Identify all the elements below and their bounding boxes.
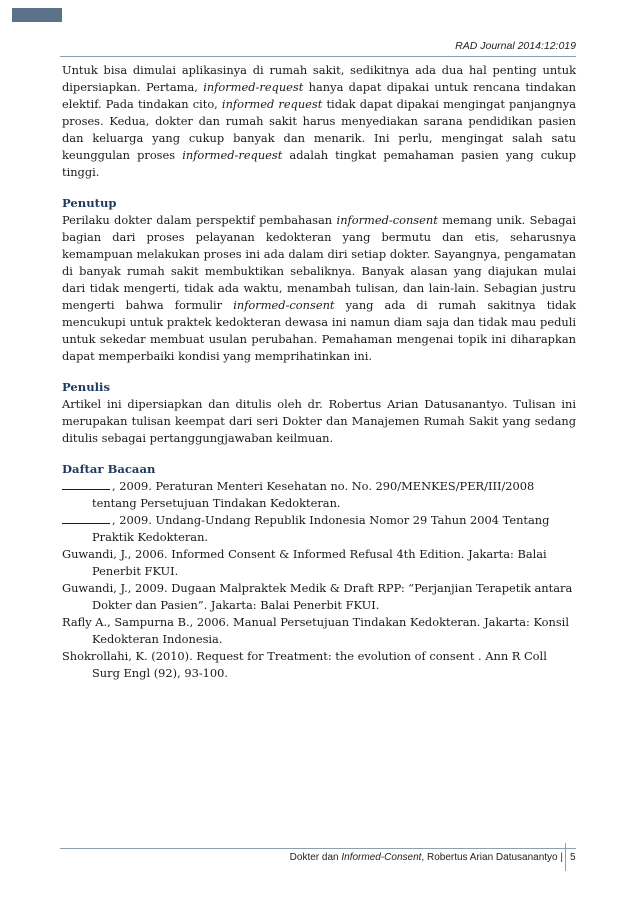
corner-decoration bbox=[12, 8, 62, 22]
section-penulis bbox=[62, 379, 576, 447]
reference-item: Guwandi, J., 2009. Dugaan Malpraktek Medik & Draft RPP: “Perjanjian Terapetik antara Dokter dan Pasien”. Jakarta: Balai Penerbit FKUI. bbox=[62, 581, 573, 612]
reference-list bbox=[62, 478, 576, 682]
reference-item: Guwandi, J., 2006. Informed Consent & Informed Refusal 4th Edition. Jakarta: Balai Penerbit FKUI. bbox=[62, 547, 547, 578]
section-penutup bbox=[62, 195, 576, 365]
reference-item: Shokrollahi, K. (2010). Request for Treatment: the evolution of consent . Ann R Coll Surg Engl (92), 93-100. bbox=[62, 649, 547, 680]
running-head: RAD Journal 2014:12:019 bbox=[455, 40, 576, 52]
author-blank-line bbox=[62, 489, 110, 490]
reference-item: Rafly A., Sampurna B., 2006. Manual Persetujuan Tindakan Kedokteran. Jakarta: Konsil Kedokteran Indonesia. bbox=[62, 615, 569, 646]
section-heading: Penutup bbox=[62, 196, 117, 210]
reference-text: , 2009. Undang-Undang Republik Indonesia Nomor 29 Tahun 2004 Tentang Praktik Kedokteran. bbox=[92, 513, 550, 544]
page-number-divider bbox=[565, 843, 566, 871]
page-number: 5 bbox=[570, 852, 576, 863]
reference-item bbox=[62, 478, 576, 512]
author-blank-line bbox=[62, 523, 110, 524]
reference-text: , 2009. Peraturan Menteri Kesehatan no. No. 290/MENKES/PER/III/2008 tentang Persetujuan Tindakan Kedokteran. bbox=[92, 479, 535, 510]
section-heading: Daftar Bacaan bbox=[62, 462, 156, 476]
penutup-paragraph: Perilaku dokter dalam perspektif pembahasan informed-consent memang unik. Sebagai bagian dari proses pelayanan kedokteran yang bermutu dan etis, seharusnya kemampuan melakukan proses ini ada dalam diri setiap dokter. Sayangnya, pengamatan di banyak rumah sakit membuktikan sebaliknya. Banyak alasan yang diajukan mulai dari tidak mengerti, tidak ada waktu, menambah tulisan, dan lain-lain. Sebagian justru mengerti bahwa formulir informed-consent yang ada di rumah sakitnya tidak mencukupi untuk praktek kedokteran dewasa ini namun diam saja dan tidak mau peduli untuk sekedar membuat usulan perubahan. Pemahaman mengenai topik ini diharapkan dapat memperbaiki kondisi yang memprihatinkan ini. bbox=[62, 213, 576, 363]
reference-item bbox=[62, 512, 576, 546]
header-rule bbox=[60, 56, 576, 57]
section-heading: Penulis bbox=[62, 380, 110, 394]
article-body bbox=[62, 62, 576, 682]
intro-paragraph: Untuk bisa dimulai aplikasinya di rumah sakit, sedikitnya ada dua hal penting untuk dipersiapkan. Pertama, informed-request hanya dapat dipakai untuk rencana tindakan elektif. Pada tindakan cito, informed request tidak dapat dipakai mengingat panjangnya proses. Kedua, dokter dan rumah sakit harus menyediakan sarana pendidikan pasien dan keluarga yang cukup banyak dan menarik. Ini perlu, mengingat salah satu keunggulan proses informed-request adalah tingkat pemahaman pasien yang cukup tinggi. bbox=[62, 63, 576, 179]
penulis-paragraph: Artikel ini dipersiapkan dan ditulis oleh dr. Robertus Arian Datusanantyo. Tulisan ini merupakan tulisan keempat dari seri Dokter dan Manajemen Rumah Sakit yang sedang ditulis sebagai pertanggungjawaban keilmuan. bbox=[62, 397, 576, 445]
footer-rule bbox=[60, 848, 576, 849]
footer-text: Dokter dan Informed-Consent, Robertus Arian Datusanantyo | bbox=[289, 852, 563, 863]
section-references bbox=[62, 461, 576, 682]
